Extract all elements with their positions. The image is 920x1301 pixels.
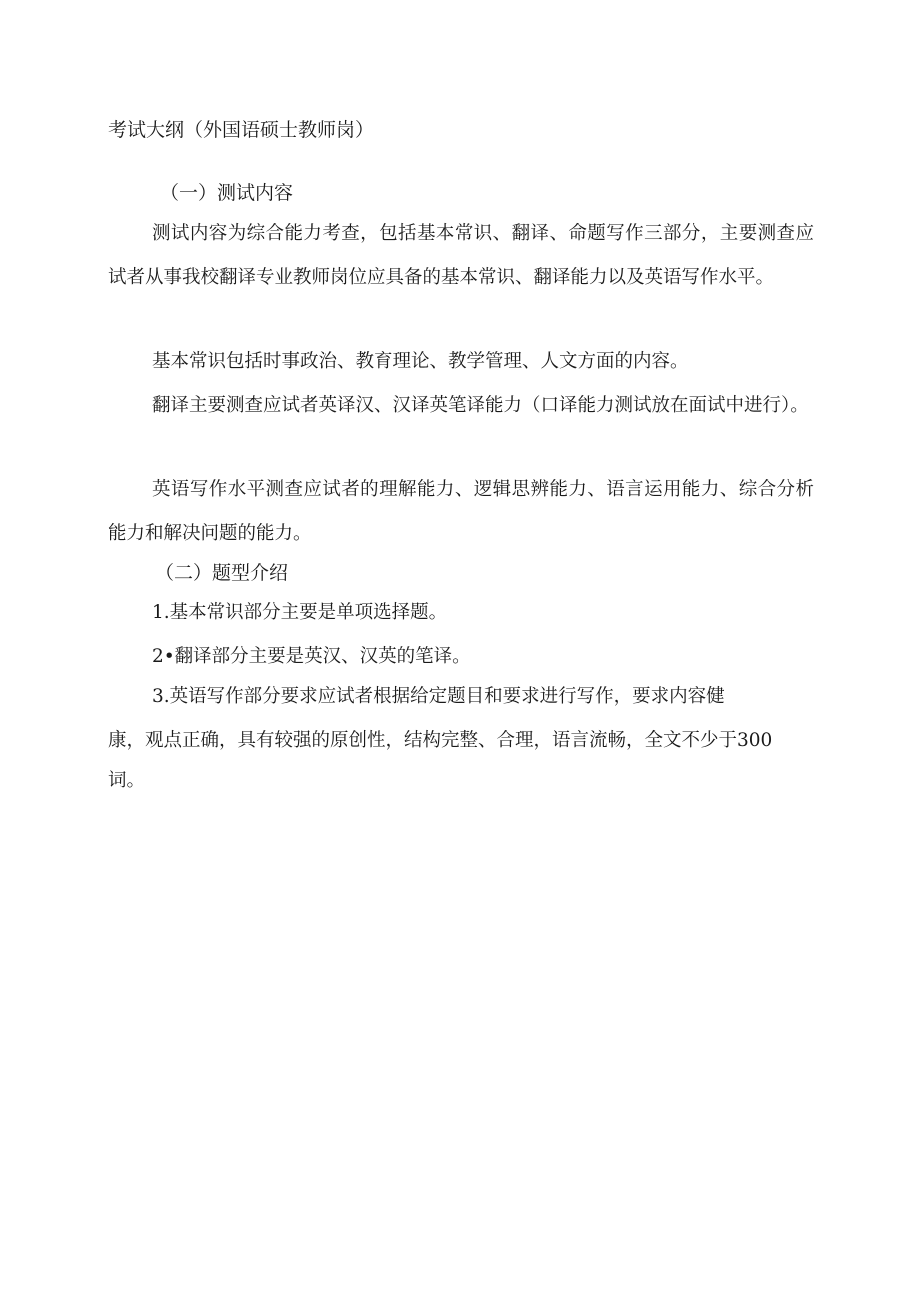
list-item-translation: 2•翻译部分主要是英汉、汉英的笔译。 bbox=[152, 646, 471, 667]
section-heading-test-content: （一）测试内容 bbox=[160, 182, 294, 204]
list-item-basic-knowledge: 1.基本常识部分主要是单项选择题。 bbox=[152, 602, 448, 623]
list-item-writing: 3.英语写作部分要求应试者根据给定题目和要求进行写作，要求内容健 bbox=[152, 686, 725, 707]
list-item-writing-end: 词。 bbox=[108, 770, 146, 791]
list-item-writing-continued: 康，观点正确，具有较强的原创性，结构完整、合理，语言流畅，全文不少于300 bbox=[108, 730, 773, 751]
paragraph-english-writing: 英语写作水平测查应试者的理解能力、逻辑思辨能力、语言运用能力、综合分析能力和解决问题的能力。 bbox=[108, 479, 814, 544]
section-heading-question-types: （二）题型介绍 bbox=[155, 562, 289, 584]
paragraph-translation: 翻译主要测查应试者英译汉、汉译英笔译能力（口译能力测试放在面试中进行）。 bbox=[152, 395, 809, 416]
paragraph-test-overview: 测试内容为综合能力考查，包括基本常识、翻译、命题写作三部分，主要测查应试者从事我校翻译专业教师岗位应具备的基本常识、翻译能力以及英语写作水平。 bbox=[108, 223, 814, 288]
document-title: 考试大纲（外国语硕士教师岗） bbox=[108, 119, 375, 141]
paragraph-basic-knowledge: 基本常识包括时事政治、教育理论、教学管理、人文方面的内容。 bbox=[152, 351, 689, 372]
